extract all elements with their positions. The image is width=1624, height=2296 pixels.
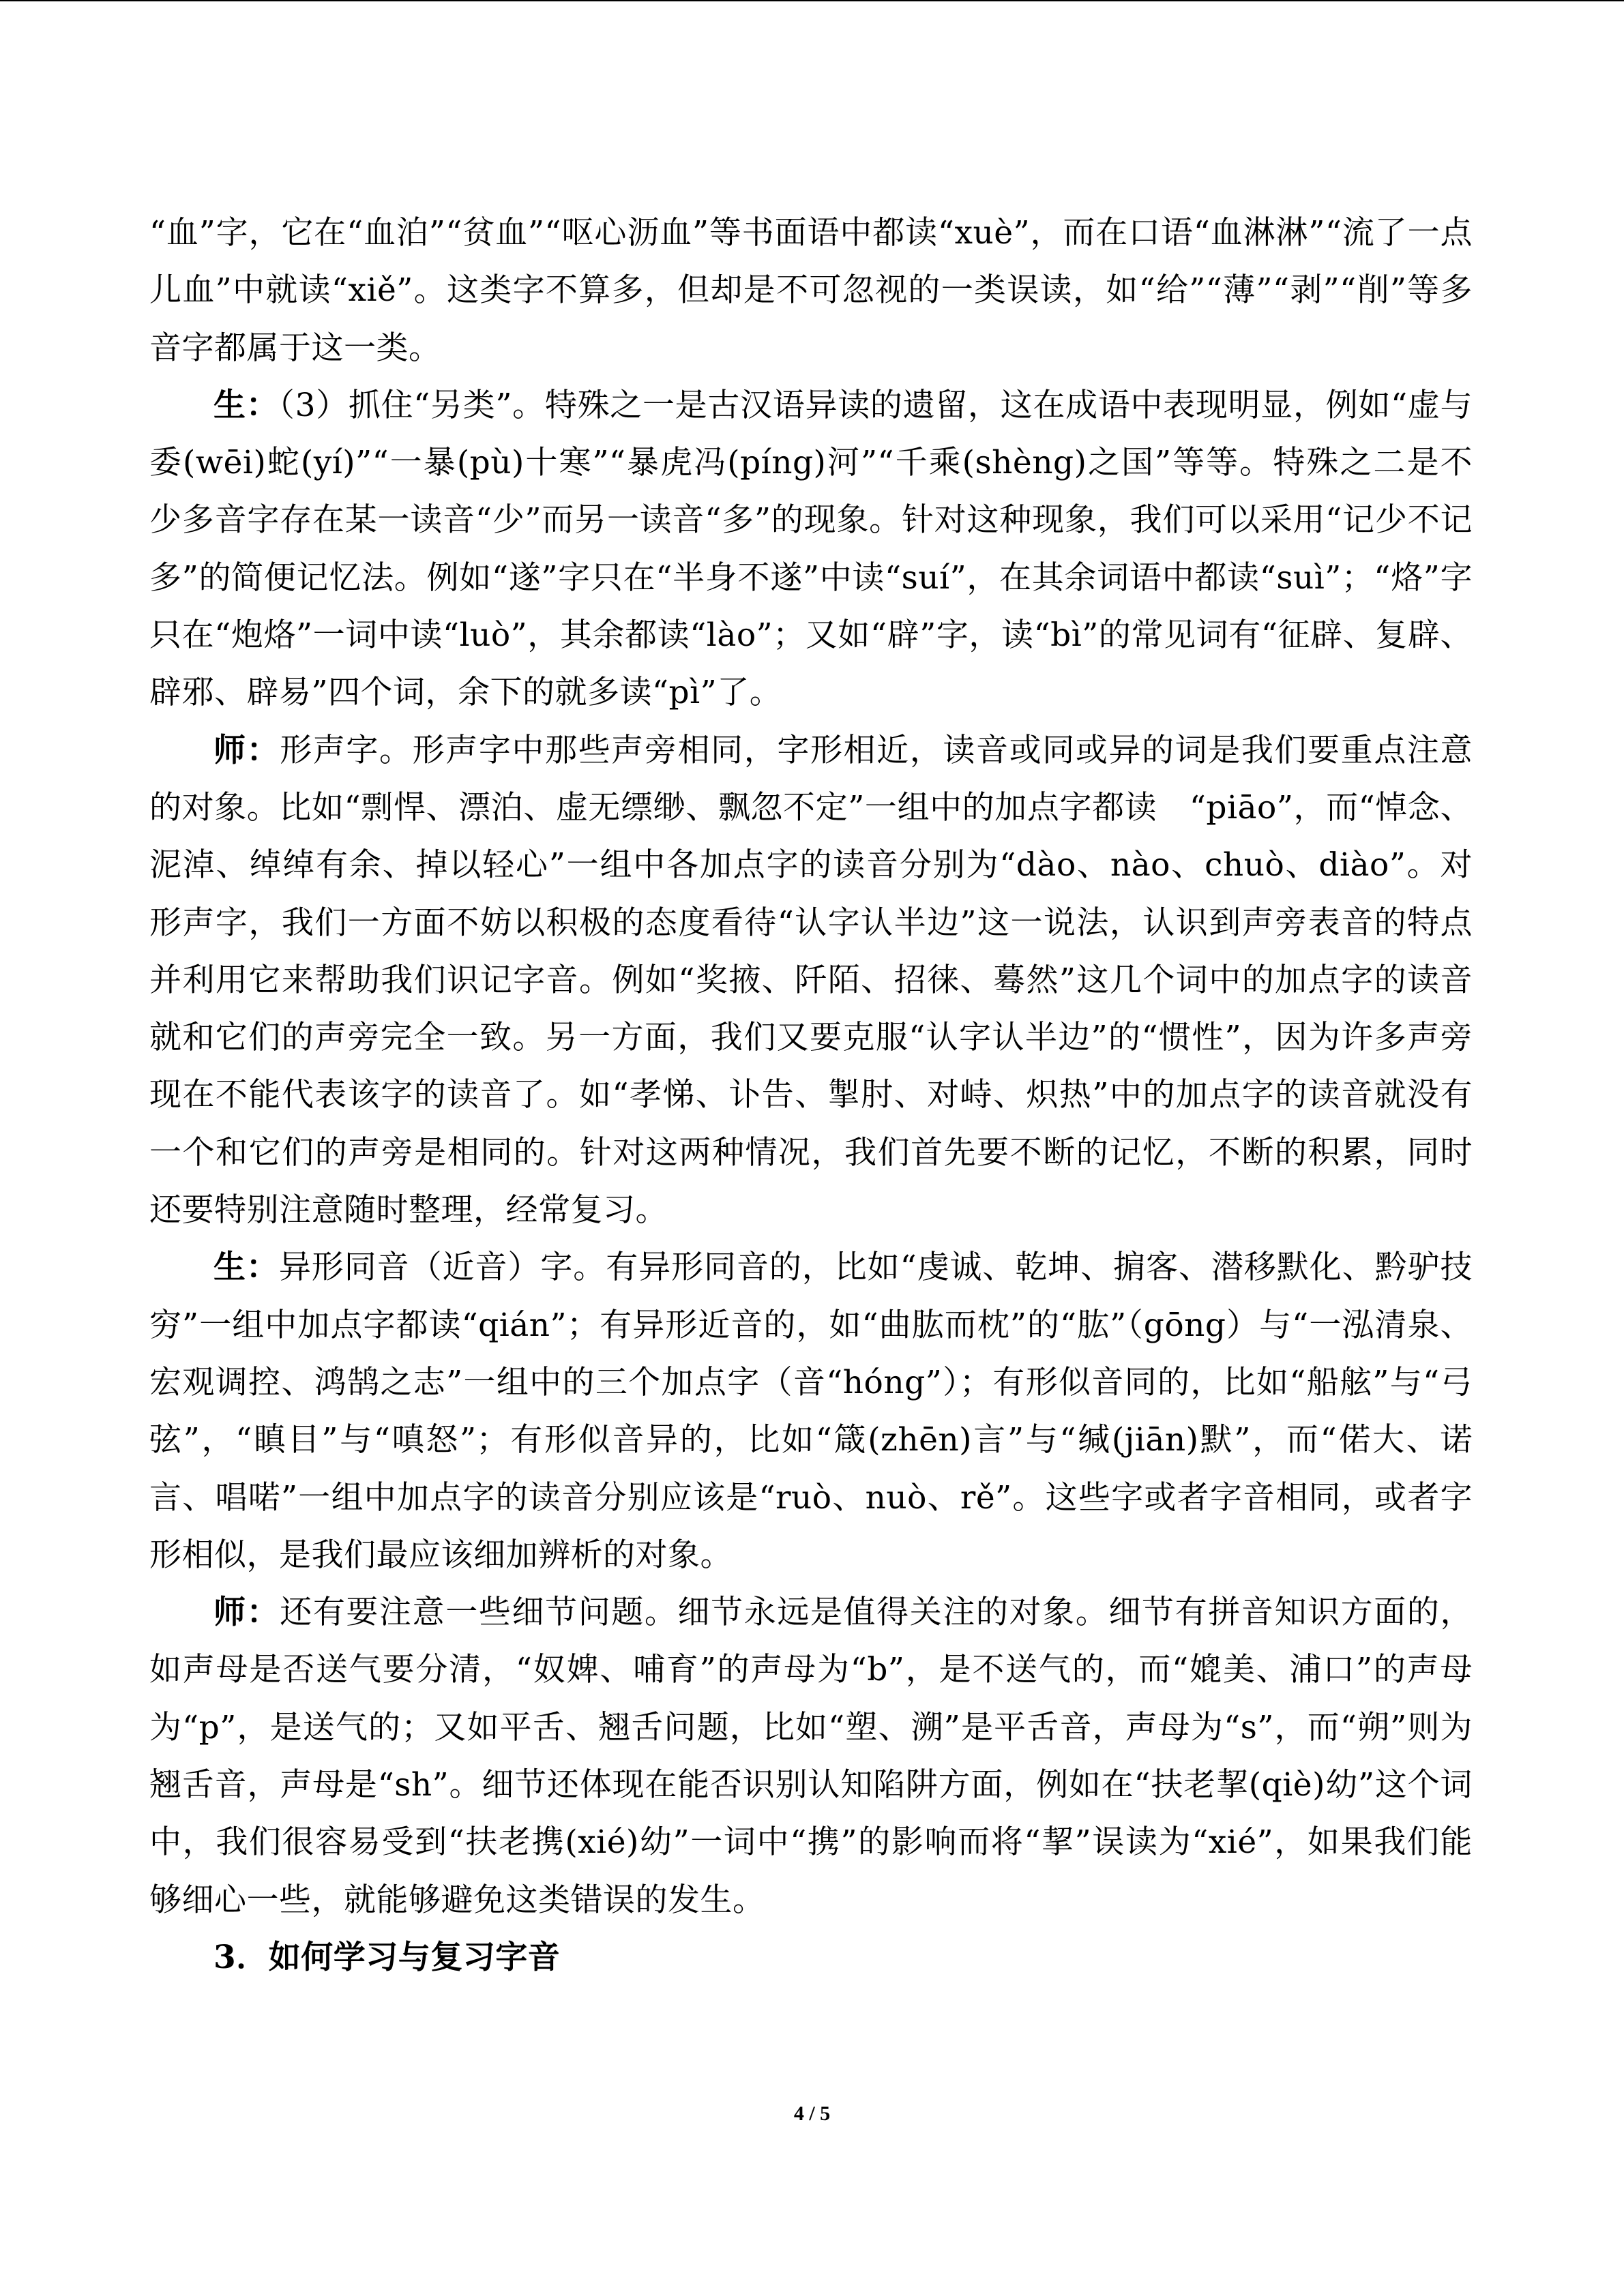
speaker-label: 生：: [213, 386, 279, 424]
paragraph-text: 异形同音（近音）字。有异形同音的，比如“虔诚、乾坤、掮客、潜移默化、黔驴技穷”一组中加点字都读“qián”；有异形近音的，如“曲肱而枕”的“肱”（gōng）与“一泓清泉、宏观调控、鸿鹄之志”一组中的三个加点字（音“hóng”）；有形似音同的，比如“船舷”与“弓弦”，“瞋目”与“嗔怒”；有形似音异的，比如“箴(zhēn)言”与“缄(jiān)默”，而“偌大、诺言、唱喏”一组中加点字的读音分别应该是“ruò、nuò、rě”。这些字或者字音相同，或者字形相似，是我们最应该细加辨析的对象。: [149, 1249, 1473, 1574]
document-body: [149, 205, 1473, 1986]
paragraph-student: [149, 1239, 1473, 1584]
speaker-label: 师：: [213, 731, 280, 769]
paragraph-text: 还有要注意一些细节问题。细节永远是值得关注的对象。细节有拼音知识方面的，如声母是否送气要分清，“奴婢、哺育”的声母为“b”，是不送气的，而“媲美、浦口”的声母为“p”，是送气的；又如平舌、翘舌问题，比如“塑、溯”是平舌音，声母为“s”，而“朔”则为翘舌音，声母是“sh”。细节还体现在能否识别认知陷阱方面，例如在“扶老挈(qiè)幼”这个词中，我们很容易受到“扶老携(xié)幼”一词中“携”的影响而将“挈”误读为“xié”，如果我们能够细心一些，就能够避免这类错误的发生。: [149, 1594, 1473, 1919]
top-border: [0, 0, 1624, 1]
speaker-label: 师：: [213, 1594, 280, 1632]
paragraph-teacher: [149, 1584, 1473, 1929]
page-number: 4 / 5: [793, 2102, 831, 2125]
paragraph-student: [149, 377, 1473, 722]
paragraph-continuation: [149, 205, 1473, 377]
section-heading: 3．如何学习与复习字音: [213, 1938, 561, 1976]
speaker-label: 生：: [213, 1249, 279, 1287]
paragraph-text: 形声字。形声字中那些声旁相同，字形相近，读音或同或异的词是我们要重点注意的对象。比如“剽悍、漂泊、虚无缥缈、飘忽不定”一组中的加点字都读 “piāo”，而“悼念、泥淖、绰绰有余、掉以轻心”一组中各加点字的读音分别为“dào、nào、chuò、diào”。对形声字，我们一方面不妨以积极的态度看待“认字认半边”这一说法，认识到声旁表音的特点并利用它来帮助我们识记字音。例如“奖掖、阡陌、招徕、蓦然”这几个词中的加点字的读音就和它们的声旁完全一致。另一方面，我们又要克服“认字认半边”的“惯性”，因为许多声旁现在不能代表该字的读音了。如“孝悌、讣告、掣肘、对峙、炽热”中的加点字的读音就没有一个和它们的声旁是相同的。针对这两种情况，我们首先要不断的记忆，不断的积累，同时还要特别注意随时整理，经常复习。: [149, 731, 1473, 1229]
paragraph-text: （3）抓住“另类”。特殊之一是古汉语异读的遗留，这在成语中表现明显，例如“虚与委(wēi)蛇(yí)”“一暴(pù)十寒”“暴虎冯(píng)河”“千乘(shèng)之国”等等。特殊之二是不少多音字存在某一读音“少”而另一读音“多”的现象。针对这种现象，我们可以采用“记少不记多”的简便记忆法。例如“遂”字只在“半身不遂”中读“suí”，在其余词语中都读“suì”；“烙”字只在“炮烙”一词中读“luò”，其余都读“lào”；又如“辟”字，读“bì”的常见词有“征辟、复辟、辟邪、辟易”四个词，余下的就多读“pì”了。: [149, 386, 1473, 712]
paragraph-teacher: [149, 722, 1473, 1240]
paragraph-text: “血”字，它在“血泊”“贫血”“呕心沥血”等书面语中都读“xuè”，而在口语“血淋淋”“流了一点儿血”中就读“xiě”。这类字不算多，但却是不可忽视的一类误读，如“给”“薄”“剥”“削”等多音字都属于这一类。: [149, 214, 1473, 367]
